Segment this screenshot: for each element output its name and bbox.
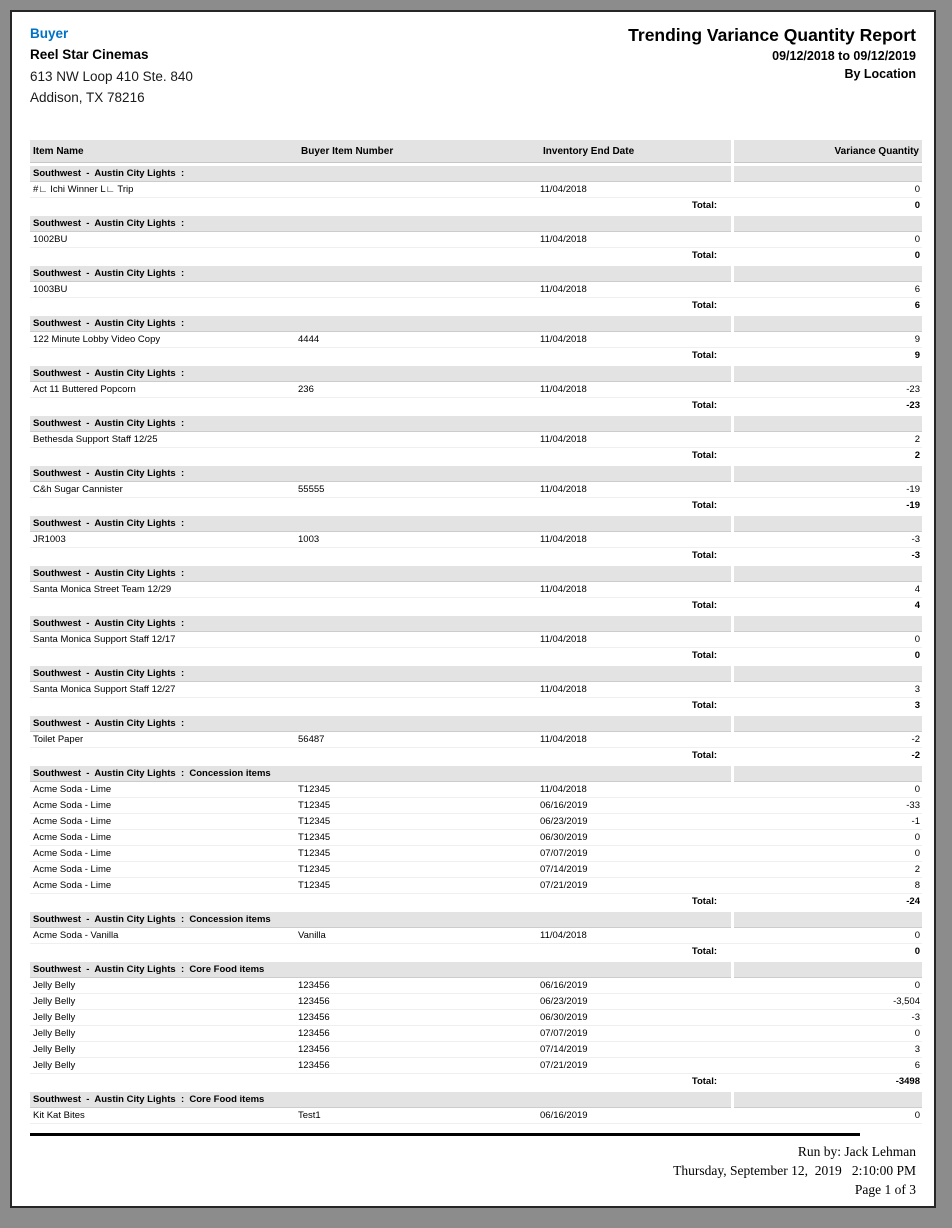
group-header-row xyxy=(30,466,922,482)
item-row xyxy=(30,1026,922,1042)
variance-quantity-cell: -33 xyxy=(906,799,920,811)
item-row xyxy=(30,182,922,198)
item-name-cell: JR1003 xyxy=(33,533,66,545)
total-row xyxy=(30,894,922,909)
variance-quantity-cell: 6 xyxy=(914,283,920,295)
group-header-right-cell xyxy=(734,566,922,582)
buyer-item-number-cell: T12345 xyxy=(298,799,331,811)
total-label: Total: xyxy=(691,750,717,761)
variance-quantity-cell: 0 xyxy=(914,783,920,795)
inventory-end-date-cell: 11/04/2018 xyxy=(540,633,587,645)
buyer-address-line2: Addison, TX 78216 xyxy=(30,90,145,105)
item-name-cell: Jelly Belly xyxy=(33,1043,76,1055)
group-header-label: Southwest - Austin City Lights : Concession items xyxy=(30,912,731,928)
buyer-item-number-cell: Vanilla xyxy=(298,929,326,941)
group-header-label: Southwest - Austin City Lights : xyxy=(30,266,731,282)
item-name-cell: Jelly Belly xyxy=(33,1011,76,1023)
inventory-end-date-cell: 07/07/2019 xyxy=(540,847,588,859)
group-header-row xyxy=(30,766,922,782)
column-header-variance-quantity: Variance Quantity xyxy=(734,140,922,163)
footer-run-by: Run by: Jack Lehman xyxy=(797,1144,916,1159)
item-row xyxy=(30,732,922,748)
table-section xyxy=(30,416,922,463)
variance-table xyxy=(30,140,922,1124)
item-row xyxy=(30,830,922,846)
group-header-row xyxy=(30,366,922,382)
item-row xyxy=(30,782,922,798)
group-header-right-cell xyxy=(734,516,922,532)
buyer-item-number-cell: 1003 xyxy=(298,533,320,545)
total-label: Total: xyxy=(691,250,717,261)
inventory-end-date-cell: 06/16/2019 xyxy=(540,799,588,811)
item-name-cell: 122 Minute Lobby Video Copy xyxy=(33,333,161,345)
group-header-row xyxy=(30,666,922,682)
inventory-end-date-cell: 11/04/2018 xyxy=(540,683,587,695)
group-header-label: Southwest - Austin City Lights : Core Food items xyxy=(30,962,731,978)
item-name-cell: C&h Sugar Cannister xyxy=(33,483,123,495)
inventory-end-date-cell: 06/16/2019 xyxy=(540,1109,588,1121)
item-name-cell: Santa Monica Street Team 12/29 xyxy=(33,583,172,595)
group-header-right-cell xyxy=(734,962,922,978)
group-header-row xyxy=(30,166,922,182)
item-name-cell: Acme Soda - Lime xyxy=(33,847,112,859)
item-row xyxy=(30,282,922,298)
variance-quantity-cell: -3 xyxy=(911,1011,920,1023)
group-header-right-cell xyxy=(734,266,922,282)
item-name-cell: Act 11 Buttered Popcorn xyxy=(33,383,136,395)
table-section xyxy=(30,516,922,563)
group-header-row xyxy=(30,216,922,232)
item-row xyxy=(30,814,922,830)
item-row xyxy=(30,846,922,862)
inventory-end-date-cell: 11/04/2018 xyxy=(540,233,587,245)
buyer-item-number-cell: 123456 xyxy=(298,1027,330,1039)
inventory-end-date-cell: 07/14/2019 xyxy=(540,863,588,875)
inventory-end-date-cell: 07/21/2019 xyxy=(540,1059,588,1071)
total-value: 9 xyxy=(914,350,920,361)
variance-quantity-cell: 0 xyxy=(914,233,920,245)
total-label: Total: xyxy=(691,600,717,611)
total-label: Total: xyxy=(691,400,717,411)
item-row xyxy=(30,482,922,498)
group-header-right-cell xyxy=(734,616,922,632)
group-header-row xyxy=(30,616,922,632)
item-row xyxy=(30,532,922,548)
total-value: -3498 xyxy=(895,1076,920,1087)
item-name-cell: Acme Soda - Lime xyxy=(33,863,112,875)
inventory-end-date-cell: 11/04/2018 xyxy=(540,583,587,595)
buyer-item-number-cell: 123456 xyxy=(298,1043,330,1055)
total-row xyxy=(30,448,922,463)
buyer-item-number-cell: 236 xyxy=(298,383,314,395)
table-section xyxy=(30,316,922,363)
buyer-name: Reel Star Cinemas xyxy=(30,47,149,62)
inventory-end-date-cell: 11/04/2018 xyxy=(540,929,587,941)
group-header-label: Southwest - Austin City Lights : xyxy=(30,316,731,332)
item-row xyxy=(30,928,922,944)
variance-quantity-cell: 0 xyxy=(914,1027,920,1039)
total-row xyxy=(30,548,922,563)
item-row xyxy=(30,994,922,1010)
variance-quantity-cell: -1 xyxy=(911,815,920,827)
item-name-cell: Acme Soda - Lime xyxy=(33,879,112,891)
item-name-cell: Kit Kat Bites xyxy=(33,1109,85,1121)
group-header-right-cell xyxy=(734,316,922,332)
total-value: 4 xyxy=(914,600,920,611)
group-header-right-cell xyxy=(734,912,922,928)
table-section xyxy=(30,166,922,213)
buyer-address-line1: 613 NW Loop 410 Ste. 840 xyxy=(30,69,193,84)
total-value: -19 xyxy=(906,500,920,511)
item-row xyxy=(30,1058,922,1074)
group-header-right-cell xyxy=(734,366,922,382)
table-header-row xyxy=(30,140,922,163)
inventory-end-date-cell: 11/04/2018 xyxy=(540,383,587,395)
item-row xyxy=(30,1108,922,1124)
group-header-row xyxy=(30,516,922,532)
item-row xyxy=(30,1010,922,1026)
item-row xyxy=(30,878,922,894)
variance-quantity-cell: -23 xyxy=(906,383,920,395)
inventory-end-date-cell: 11/04/2018 xyxy=(540,433,587,445)
buyer-item-number-cell: T12345 xyxy=(298,879,331,891)
table-section xyxy=(30,366,922,413)
group-header-right-cell xyxy=(734,716,922,732)
item-row xyxy=(30,382,922,398)
group-header-right-cell xyxy=(734,1092,922,1108)
variance-quantity-cell: 4 xyxy=(914,583,920,595)
total-row xyxy=(30,648,922,663)
item-name-cell: 1003BU xyxy=(33,283,68,295)
total-label: Total: xyxy=(691,1076,717,1087)
inventory-end-date-cell: 06/23/2019 xyxy=(540,995,588,1007)
buyer-item-number-cell: T12345 xyxy=(298,847,331,859)
total-label: Total: xyxy=(691,946,717,957)
group-header-row xyxy=(30,912,922,928)
variance-quantity-cell: -19 xyxy=(906,483,920,495)
group-header-row xyxy=(30,962,922,978)
item-name-cell: 1002BU xyxy=(33,233,68,245)
inventory-end-date-cell: 11/04/2018 xyxy=(540,183,587,195)
table-section xyxy=(30,962,922,1089)
footer-divider-rule xyxy=(30,1133,860,1136)
total-row xyxy=(30,248,922,263)
variance-quantity-cell: 9 xyxy=(914,333,920,345)
column-header-item-name: Item Name xyxy=(30,140,298,163)
inventory-end-date-cell: 11/04/2018 xyxy=(540,733,587,745)
item-name-cell: Bethesda Support Staff 12/25 xyxy=(33,433,158,445)
total-row xyxy=(30,944,922,959)
buyer-item-number-cell: 55555 xyxy=(298,483,325,495)
total-row xyxy=(30,598,922,613)
inventory-end-date-cell: 11/04/2018 xyxy=(540,333,587,345)
total-row xyxy=(30,748,922,763)
group-header-label: Southwest - Austin City Lights : xyxy=(30,416,731,432)
group-header-right-cell xyxy=(734,666,922,682)
inventory-end-date-cell: 11/04/2018 xyxy=(540,533,587,545)
report-title-block xyxy=(628,24,916,108)
total-row xyxy=(30,298,922,313)
item-row xyxy=(30,1042,922,1058)
item-name-cell: Santa Monica Support Staff 12/27 xyxy=(33,683,176,695)
item-row xyxy=(30,632,922,648)
group-header-label: Southwest - Austin City Lights : xyxy=(30,516,731,532)
group-header-right-cell xyxy=(734,166,922,182)
item-row xyxy=(30,682,922,698)
inventory-end-date-cell: 07/21/2019 xyxy=(540,879,588,891)
total-value: 6 xyxy=(914,300,920,311)
table-section xyxy=(30,666,922,713)
total-row xyxy=(30,698,922,713)
item-row xyxy=(30,978,922,994)
buyer-item-number-cell: T12345 xyxy=(298,815,331,827)
group-header-label: Southwest - Austin City Lights : xyxy=(30,366,731,382)
inventory-end-date-cell: 11/04/2018 xyxy=(540,783,587,795)
total-label: Total: xyxy=(691,350,717,361)
buyer-item-number-cell: T12345 xyxy=(298,831,331,843)
group-header-right-cell xyxy=(734,416,922,432)
total-row xyxy=(30,198,922,213)
group-header-label: Southwest - Austin City Lights : Core Food items xyxy=(30,1092,731,1108)
item-name-cell: Acme Soda - Lime xyxy=(33,783,112,795)
total-value: 0 xyxy=(914,250,920,261)
group-header-right-cell xyxy=(734,766,922,782)
group-header-label: Southwest - Austin City Lights : xyxy=(30,616,731,632)
item-name-cell: Santa Monica Support Staff 12/17 xyxy=(33,633,176,645)
variance-quantity-cell: 3 xyxy=(914,683,920,695)
variance-quantity-cell: -2 xyxy=(911,733,920,745)
buyer-item-number-cell: 123456 xyxy=(298,1059,330,1071)
group-header-row xyxy=(30,416,922,432)
table-section xyxy=(30,716,922,763)
group-header-row xyxy=(30,316,922,332)
group-header-label: Southwest - Austin City Lights : xyxy=(30,716,731,732)
buyer-item-number-cell: 123456 xyxy=(298,1011,330,1023)
item-name-cell: Jelly Belly xyxy=(33,979,76,991)
inventory-end-date-cell: 06/23/2019 xyxy=(540,815,588,827)
variance-quantity-cell: 0 xyxy=(914,1109,920,1121)
table-section xyxy=(30,912,922,959)
group-header-row xyxy=(30,266,922,282)
inventory-end-date-cell: 07/14/2019 xyxy=(540,1043,588,1055)
group-header-right-cell xyxy=(734,466,922,482)
item-name-cell: Jelly Belly xyxy=(33,1059,76,1071)
group-header-row xyxy=(30,716,922,732)
report-grouping: By Location xyxy=(844,67,916,81)
variance-quantity-cell: 2 xyxy=(914,863,920,875)
total-label: Total: xyxy=(691,200,717,211)
variance-quantity-cell: -3 xyxy=(911,533,920,545)
item-name-cell: Acme Soda - Lime xyxy=(33,815,112,827)
item-name-cell: Toilet Paper xyxy=(33,733,84,745)
group-header-right-cell xyxy=(734,216,922,232)
inventory-end-date-cell: 06/16/2019 xyxy=(540,979,588,991)
buyer-item-number-cell: Test1 xyxy=(298,1109,321,1121)
buyer-item-number-cell: 123456 xyxy=(298,995,330,1007)
buyer-address-block xyxy=(30,24,193,108)
footer-page-number: Page 1 of 3 xyxy=(854,1182,916,1197)
total-value: -24 xyxy=(906,896,920,907)
buyer-label: Buyer xyxy=(30,26,69,41)
item-row xyxy=(30,582,922,598)
total-row xyxy=(30,1074,922,1089)
variance-quantity-cell: 0 xyxy=(914,929,920,941)
report-table-body xyxy=(30,166,922,1124)
variance-quantity-cell: 0 xyxy=(914,183,920,195)
table-section xyxy=(30,266,922,313)
item-row xyxy=(30,432,922,448)
total-label: Total: xyxy=(691,300,717,311)
item-name-cell: Acme Soda - Vanilla xyxy=(33,929,119,941)
total-label: Total: xyxy=(691,700,717,711)
total-row xyxy=(30,498,922,513)
table-section xyxy=(30,216,922,263)
group-header-label: Southwest - Austin City Lights : xyxy=(30,216,731,232)
variance-quantity-cell: 3 xyxy=(914,1043,920,1055)
table-section xyxy=(30,766,922,909)
report-page xyxy=(10,10,936,1208)
report-date-range: 09/12/2018 to 09/12/2019 xyxy=(772,49,916,63)
total-value: -2 xyxy=(911,750,920,761)
group-header-label: Southwest - Austin City Lights : xyxy=(30,166,731,182)
total-row xyxy=(30,348,922,363)
total-row xyxy=(30,398,922,413)
item-name-cell: Acme Soda - Lime xyxy=(33,831,112,843)
item-name-cell: Acme Soda - Lime xyxy=(33,799,112,811)
item-row xyxy=(30,798,922,814)
table-section xyxy=(30,616,922,663)
total-label: Total: xyxy=(691,450,717,461)
total-value: -23 xyxy=(906,400,920,411)
total-value: 3 xyxy=(914,700,920,711)
item-name-cell: Jelly Belly xyxy=(33,995,76,1007)
total-value: 0 xyxy=(914,946,920,957)
buyer-item-number-cell: 123456 xyxy=(298,979,330,991)
group-header-row xyxy=(30,1092,922,1108)
group-header-label: Southwest - Austin City Lights : xyxy=(30,666,731,682)
item-row xyxy=(30,862,922,878)
total-label: Total: xyxy=(691,550,717,561)
group-header-label: Southwest - Austin City Lights : xyxy=(30,466,731,482)
variance-quantity-cell: 0 xyxy=(914,847,920,859)
item-name-cell: Jelly Belly xyxy=(33,1027,76,1039)
buyer-item-number-cell: T12345 xyxy=(298,783,331,795)
total-label: Total: xyxy=(691,500,717,511)
table-section xyxy=(30,566,922,613)
buyer-item-number-cell: 56487 xyxy=(298,733,325,745)
group-header-row xyxy=(30,566,922,582)
total-value: 0 xyxy=(914,650,920,661)
column-header-inventory-end-date: Inventory End Date xyxy=(540,140,731,163)
buyer-item-number-cell: T12345 xyxy=(298,863,331,875)
report-title: Trending Variance Quantity Report xyxy=(628,25,916,45)
report-footer xyxy=(30,1142,916,1199)
total-label: Total: xyxy=(691,896,717,907)
group-header-label: Southwest - Austin City Lights : Concession items xyxy=(30,766,731,782)
item-name-cell: #∟ Ichi Winner L∟ Trip xyxy=(33,183,134,195)
footer-datetime: Thursday, September 12, 2019 2:10:00 PM xyxy=(673,1163,916,1178)
table-section xyxy=(30,1092,922,1124)
group-header-label: Southwest - Austin City Lights : xyxy=(30,566,731,582)
table-section xyxy=(30,466,922,513)
total-value: 2 xyxy=(914,450,920,461)
inventory-end-date-cell: 11/04/2018 xyxy=(540,283,587,295)
inventory-end-date-cell: 06/30/2019 xyxy=(540,1011,588,1023)
inventory-end-date-cell: 11/04/2018 xyxy=(540,483,587,495)
inventory-end-date-cell: 06/30/2019 xyxy=(540,831,588,843)
total-label: Total: xyxy=(691,650,717,661)
report-header xyxy=(30,24,916,108)
item-row xyxy=(30,232,922,248)
variance-quantity-cell: 0 xyxy=(914,831,920,843)
variance-quantity-cell: 0 xyxy=(914,633,920,645)
variance-quantity-cell: -3,504 xyxy=(893,995,920,1007)
inventory-end-date-cell: 07/07/2019 xyxy=(540,1027,588,1039)
column-header-buyer-item-number: Buyer Item Number xyxy=(298,140,540,163)
total-value: 0 xyxy=(914,200,920,211)
variance-quantity-cell: 0 xyxy=(914,979,920,991)
item-row xyxy=(30,332,922,348)
total-value: -3 xyxy=(911,550,920,561)
variance-quantity-cell: 2 xyxy=(914,433,920,445)
variance-quantity-cell: 6 xyxy=(914,1059,920,1071)
variance-quantity-cell: 8 xyxy=(914,879,920,891)
buyer-item-number-cell: 4444 xyxy=(298,333,320,345)
